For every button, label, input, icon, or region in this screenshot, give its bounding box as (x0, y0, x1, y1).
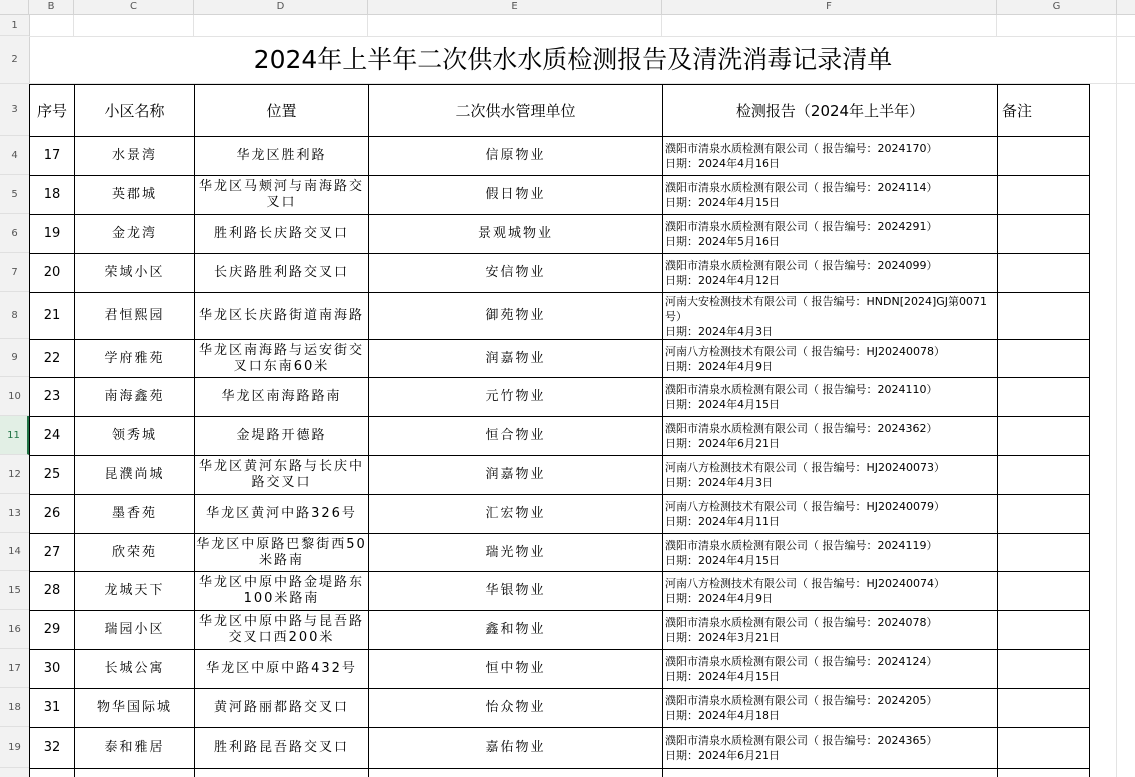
cell-note[interactable] (998, 137, 1090, 176)
report-company: 河南八方检测技术有限公司（ 报告编号：HJ20240078） (665, 344, 945, 358)
report-company: 濮阳市清泉水质检测有限公司（ 报告编号：2024291） (665, 220, 938, 233)
report-date: 日期：2024年4月12日 (665, 274, 780, 287)
table-row (30, 417, 1090, 456)
cell-unit[interactable]: 润嘉物业 (369, 456, 663, 495)
cell-unit[interactable]: 怡众物业 (369, 689, 663, 728)
cell-note[interactable] (998, 340, 1090, 378)
cell-seq[interactable]: 31 (30, 689, 75, 728)
row-header-3[interactable]: 3 (0, 84, 29, 136)
cell-name[interactable]: 欣荣苑 (75, 534, 195, 572)
cell-seq[interactable]: 26 (30, 495, 75, 534)
column-header-e[interactable]: E (368, 0, 662, 14)
report-date: 日期：2024年4月18日 (665, 709, 780, 722)
cell-location[interactable]: 长庆路胜利路交叉口 (195, 254, 369, 293)
cell-report[interactable] (663, 176, 998, 215)
report-date: 日期：2024年4月15日 (665, 398, 780, 411)
report-date: 日期：2024年4月9日 (665, 359, 773, 373)
select-all-corner[interactable] (0, 0, 29, 14)
cell-location[interactable]: 华龙区中原路巴黎街西50米路南 (195, 534, 369, 572)
cell-unit[interactable]: 润嘉物业 (369, 340, 663, 378)
cell-location[interactable]: 华龙区中原中路432号 (195, 650, 369, 689)
cell-note[interactable] (998, 215, 1090, 254)
cell-name[interactable]: 水景湾 (75, 137, 195, 176)
column-header-c[interactable]: C (74, 0, 194, 14)
table-row (30, 378, 1090, 417)
cell-seq[interactable]: 19 (30, 215, 75, 254)
table-row (30, 611, 1090, 650)
cell-note[interactable] (998, 689, 1090, 728)
cell-note[interactable] (998, 650, 1090, 689)
cell-name[interactable]: 物华国际城 (75, 689, 195, 728)
row-header-18[interactable]: 18 (0, 688, 29, 727)
cell-empty[interactable] (998, 769, 1090, 777)
cell-seq[interactable]: 30 (30, 650, 75, 689)
row-header-5[interactable]: 5 (0, 175, 29, 214)
table-row (30, 728, 1090, 769)
cell-location[interactable]: 金堤路开德路 (195, 417, 369, 456)
cell-name[interactable]: 学府雅苑 (75, 340, 195, 378)
cell-note[interactable] (998, 572, 1090, 611)
cell-report[interactable] (663, 456, 998, 495)
cell-note[interactable] (998, 378, 1090, 417)
cell-unit[interactable]: 鑫和物业 (369, 611, 663, 650)
cell-seq[interactable]: 24 (30, 417, 75, 456)
cell-location[interactable]: 华龙区长庆路街道南海路 (195, 293, 369, 340)
row-header-11[interactable]: 11 (0, 416, 29, 455)
report-company: 濮阳市清泉水质检测有限公司（ 报告编号：2024362） (665, 422, 938, 435)
cell-note[interactable] (998, 611, 1090, 650)
report-company: 河南大安检测技术有限公司（ 报告编号：HNDN[2024]GJ第0071号） (665, 294, 988, 323)
cell-report[interactable] (663, 495, 998, 534)
report-date: 日期：2024年6月21日 (665, 437, 780, 450)
cell-report[interactable] (663, 728, 998, 769)
cell-unit[interactable]: 华银物业 (369, 572, 663, 611)
report-company: 濮阳市清泉水质检测有限公司（ 报告编号：2024119） (665, 538, 938, 552)
gridline (367, 15, 368, 36)
cell-seq[interactable]: 21 (30, 293, 75, 340)
column-header-b[interactable]: B (29, 0, 74, 14)
cell-location[interactable]: 华龙区黄河东路与长庆中路交叉口 (195, 456, 369, 495)
row-header-8[interactable]: 8 (0, 292, 29, 339)
cell-report[interactable] (663, 572, 998, 611)
cell-report[interactable] (663, 689, 998, 728)
cell-report[interactable] (663, 650, 998, 689)
cell-report[interactable] (663, 215, 998, 254)
row-header-6[interactable]: 6 (0, 214, 29, 253)
report-date: 日期：2024年3月21日 (665, 631, 780, 644)
cell-report[interactable] (663, 534, 998, 572)
report-company: 濮阳市清泉水质检测有限公司（ 报告编号：2024078） (665, 616, 938, 629)
cell-name[interactable]: 墨香苑 (75, 495, 195, 534)
cell-note[interactable] (998, 417, 1090, 456)
cell-location[interactable]: 华龙区黄河中路326号 (195, 495, 369, 534)
cell-unit[interactable]: 汇宏物业 (369, 495, 663, 534)
cell-name[interactable]: 长城公寓 (75, 650, 195, 689)
header-seq[interactable]: 序号 (30, 85, 75, 137)
report-company: 濮阳市清泉水质检测有限公司（ 报告编号：2024124） (665, 655, 938, 668)
report-date: 日期：2024年4月15日 (665, 196, 780, 209)
cell-name[interactable]: 泰和雅居 (75, 728, 195, 769)
cell-empty[interactable] (195, 769, 369, 777)
gridline (193, 15, 194, 36)
row-header-9[interactable]: 9 (0, 339, 29, 377)
report-date: 日期：2024年5月16日 (665, 235, 780, 248)
cell-note[interactable] (998, 495, 1090, 534)
table-row (30, 769, 1090, 777)
row-header-16[interactable]: 16 (0, 610, 29, 649)
table-row (30, 572, 1090, 611)
report-date: 日期：2024年4月3日 (665, 324, 773, 338)
cell-note[interactable] (998, 456, 1090, 495)
cell-name[interactable]: 瑞园小区 (75, 611, 195, 650)
table-row (30, 293, 1090, 340)
report-company: 河南八方检测技术有限公司（ 报告编号：HJ20240079） (665, 500, 945, 513)
gridline (996, 15, 997, 36)
cell-seq[interactable]: 23 (30, 378, 75, 417)
report-company: 濮阳市清泉水质检测有限公司（ 报告编号：2024205） (665, 694, 938, 707)
row-header-17[interactable]: 17 (0, 649, 29, 688)
cell-report[interactable] (663, 137, 998, 176)
cell-seq[interactable]: 22 (30, 340, 75, 378)
cell-note[interactable] (998, 254, 1090, 293)
cell-location[interactable]: 华龙区中原中路与昆吾路交叉口西200米 (195, 611, 369, 650)
gridline (661, 15, 662, 36)
row-header-4[interactable]: 4 (0, 136, 29, 175)
cell-seq[interactable]: 20 (30, 254, 75, 293)
column-header-f[interactable]: F (662, 0, 997, 14)
row-header-2[interactable]: 2 (0, 36, 29, 84)
cell-seq[interactable]: 17 (30, 137, 75, 176)
row-header-12[interactable]: 12 (0, 455, 29, 494)
cell-seq[interactable]: 29 (30, 611, 75, 650)
report-company: 濮阳市清泉水质检测有限公司（ 报告编号：2024170） (665, 142, 938, 155)
cell-seq[interactable]: 28 (30, 572, 75, 611)
header-name[interactable]: 小区名称 (75, 85, 195, 137)
row-header-7[interactable]: 7 (0, 253, 29, 292)
table-row (30, 137, 1090, 176)
report-company: 河南八方检测技术有限公司（ 报告编号：HJ20240074） (665, 577, 945, 590)
cell-name[interactable]: 君恒熙园 (75, 293, 195, 340)
table-row (30, 534, 1090, 572)
report-date: 日期：2024年4月9日 (665, 592, 773, 605)
table-row (30, 340, 1090, 378)
cell-unit[interactable]: 御苑物业 (369, 293, 663, 340)
row-header-15[interactable]: 15 (0, 571, 29, 610)
cell-seq[interactable]: 32 (30, 728, 75, 769)
cell-empty[interactable] (663, 769, 998, 777)
report-date: 日期：2024年4月11日 (665, 515, 780, 528)
table-row (30, 176, 1090, 215)
report-company: 河南八方检测技术有限公司（ 报告编号：HJ20240073） (665, 461, 945, 474)
row-header-19[interactable]: 19 (0, 727, 29, 768)
cell-name[interactable]: 龙城天下 (75, 572, 195, 611)
cell-name[interactable]: 昆濮尚城 (75, 456, 195, 495)
cell-unit[interactable]: 嘉佑物业 (369, 728, 663, 769)
report-company: 濮阳市清泉水质检测有限公司（ 报告编号：2024114） (665, 181, 938, 194)
cell-unit[interactable]: 元竹物业 (369, 378, 663, 417)
report-date: 日期：2024年4月3日 (665, 476, 773, 489)
cell-unit[interactable]: 恒合物业 (369, 417, 663, 456)
table-row (30, 650, 1090, 689)
table-row (30, 254, 1090, 293)
cell-name[interactable]: 英郡城 (75, 176, 195, 215)
cell-note[interactable] (998, 534, 1090, 572)
row-header-10[interactable]: 10 (0, 377, 29, 416)
table-row (30, 689, 1090, 728)
cell-unit[interactable]: 瑞光物业 (369, 534, 663, 572)
cell-unit[interactable]: 信原物业 (369, 137, 663, 176)
report-date: 日期：2024年4月15日 (665, 553, 780, 567)
cell-report[interactable] (663, 378, 998, 417)
spreadsheet-grid[interactable] (29, 15, 1135, 777)
cell-seq[interactable]: 18 (30, 176, 75, 215)
data-table (29, 84, 1090, 777)
report-company: 濮阳市清泉水质检测有限公司（ 报告编号：2024099） (665, 259, 938, 272)
cell-unit[interactable]: 恒中物业 (369, 650, 663, 689)
column-header-g[interactable]: G (997, 0, 1117, 14)
report-company: 濮阳市清泉水质检测有限公司（ 报告编号：2024365） (665, 734, 938, 747)
gridline (1116, 15, 1117, 777)
cell-location[interactable]: 华龙区中原中路金堤路东100米路南 (195, 572, 369, 611)
cell-name[interactable]: 南海鑫苑 (75, 378, 195, 417)
cell-location[interactable]: 黄河路丽都路交叉口 (195, 689, 369, 728)
row-header-14[interactable]: 14 (0, 533, 29, 571)
cell-report[interactable] (663, 611, 998, 650)
cell-location[interactable]: 华龙区胜利路 (195, 137, 369, 176)
row-header-bar (0, 15, 30, 777)
gridline (73, 15, 74, 36)
cell-seq[interactable]: 27 (30, 534, 75, 572)
table-row (30, 495, 1090, 534)
cell-unit[interactable]: 安信物业 (369, 254, 663, 293)
cell-note[interactable] (998, 728, 1090, 769)
sheet-title[interactable]: 2024年上半年二次供水水质检测报告及清洗消毒记录清单 (253, 45, 893, 74)
table-row (30, 456, 1090, 495)
cell-empty[interactable] (369, 769, 663, 777)
cell-report[interactable] (663, 293, 998, 340)
cell-note[interactable] (998, 293, 1090, 340)
cell-report[interactable] (663, 417, 998, 456)
cell-seq[interactable]: 25 (30, 456, 75, 495)
cell-name[interactable]: 金龙湾 (75, 215, 195, 254)
cell-note[interactable] (998, 176, 1090, 215)
cell-report[interactable] (663, 340, 998, 378)
cell-unit[interactable]: 景观城物业 (369, 215, 663, 254)
cell-location[interactable]: 华龙区南海路与运安街交叉口东南60米 (195, 340, 369, 378)
cell-location[interactable]: 华龙区马颊河与南海路交叉口 (195, 176, 369, 215)
report-date: 日期：2024年6月21日 (665, 749, 780, 762)
report-company: 濮阳市清泉水质检测有限公司（ 报告编号：2024110） (665, 383, 938, 396)
header-unit[interactable]: 二次供水管理单位 (369, 85, 663, 137)
header-location[interactable]: 位置 (195, 85, 369, 137)
column-header-d[interactable]: D (194, 0, 368, 14)
report-date: 日期：2024年4月15日 (665, 670, 780, 683)
column-header-bar (0, 0, 1135, 15)
header-report[interactable]: 检测报告（2024年上半年） (663, 85, 998, 137)
cell-location[interactable]: 胜利路长庆路交叉口 (195, 215, 369, 254)
cell-unit[interactable]: 假日物业 (369, 176, 663, 215)
header-note[interactable]: 备注 (998, 85, 1090, 137)
table-row (30, 215, 1090, 254)
cell-empty[interactable] (30, 769, 75, 777)
cell-location[interactable]: 华龙区南海路路南 (195, 378, 369, 417)
cell-name[interactable]: 领秀城 (75, 417, 195, 456)
cell-name[interactable]: 荣域小区 (75, 254, 195, 293)
cell-report[interactable] (663, 254, 998, 293)
cell-empty[interactable] (75, 769, 195, 777)
row-header-1[interactable]: 1 (0, 15, 29, 36)
report-date: 日期：2024年4月16日 (665, 157, 780, 170)
cell-location[interactable]: 胜利路昆吾路交叉口 (195, 728, 369, 769)
row-header-13[interactable]: 13 (0, 494, 29, 533)
